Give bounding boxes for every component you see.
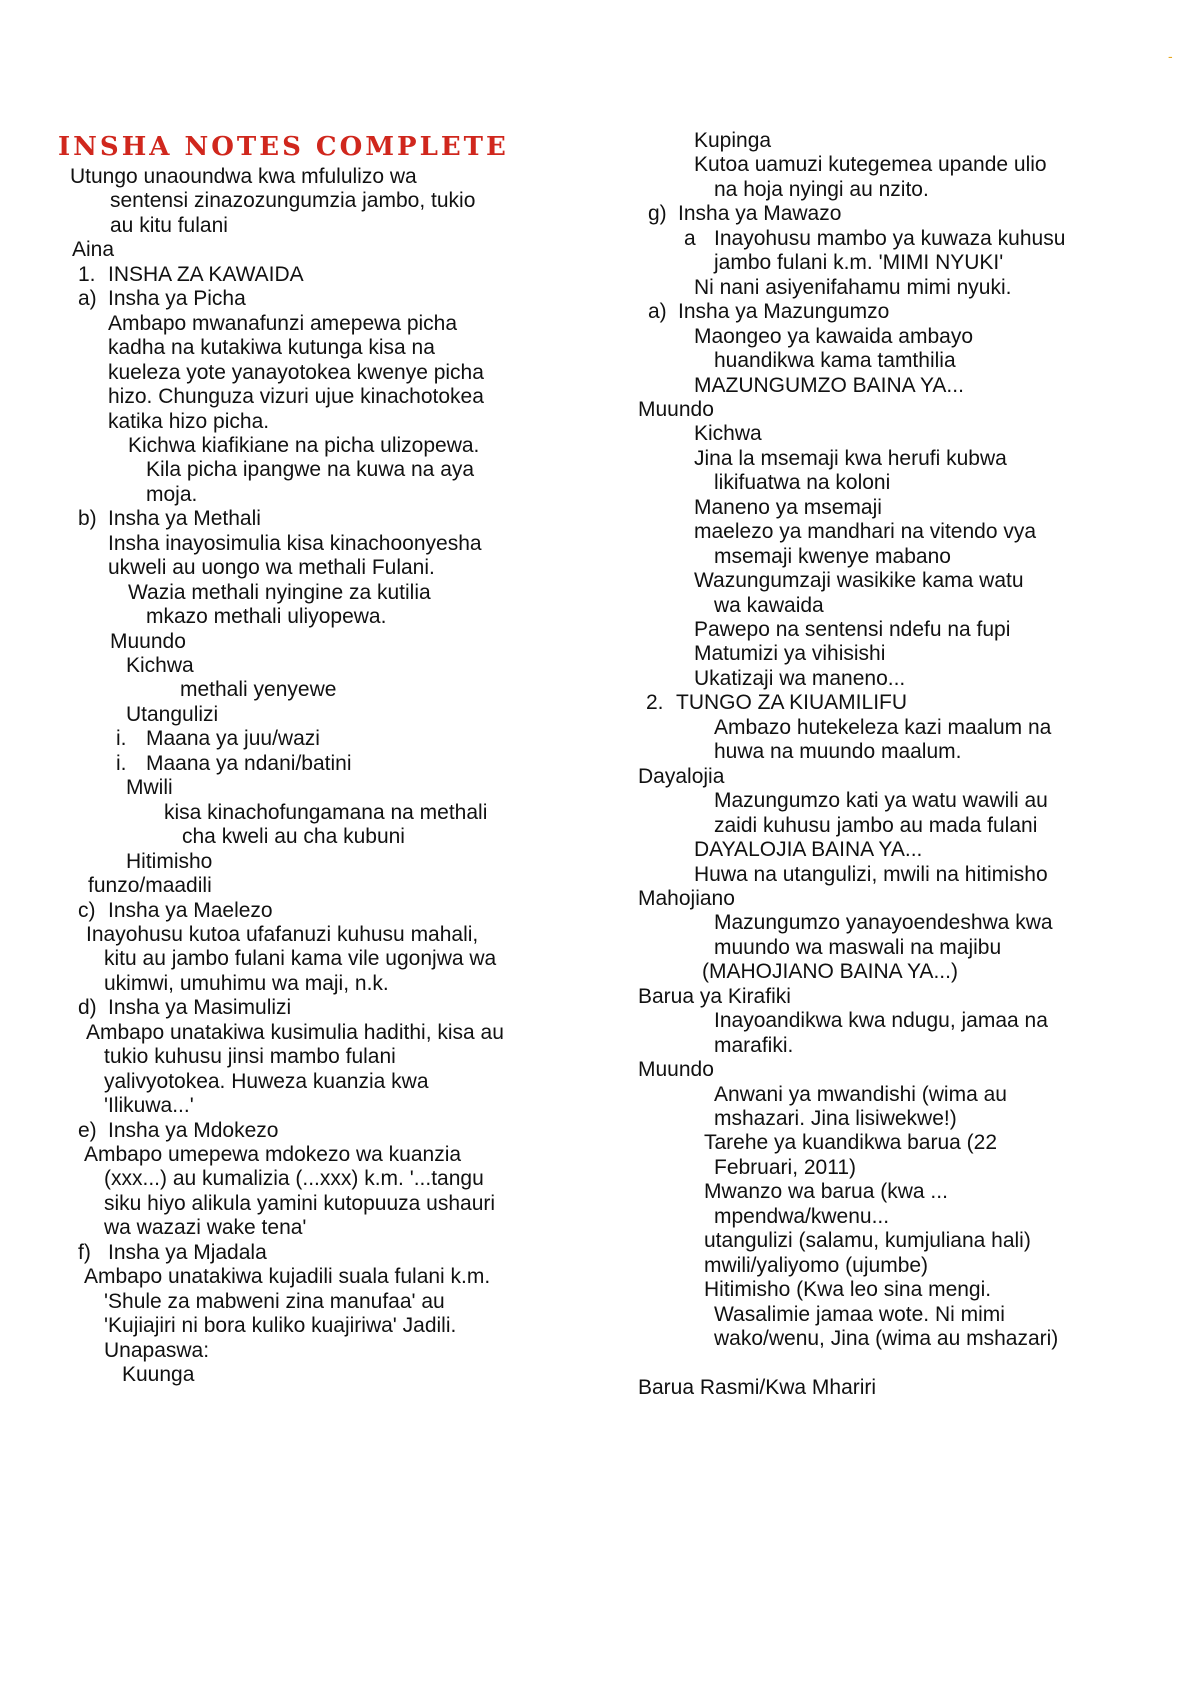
line-text: Mazungumzo yanayoendeshwa kwa: [714, 911, 1053, 935]
line-text: Mwili: [126, 776, 173, 800]
line-text: au kitu fulani: [110, 213, 228, 237]
line-text: Insha inayosimulia kisa kinachoonyesha: [108, 531, 482, 555]
line-text: jambo fulani k.m. 'MIMI NYUKI': [714, 251, 1004, 275]
line-text: Dayalojia: [638, 764, 725, 788]
line-text: Wazungumzaji wasikike kama watu: [694, 569, 1024, 593]
list-marker: f): [78, 1240, 91, 1264]
line-text: 'Ilikuwa...': [104, 1094, 194, 1118]
line-text: Ambapo unatakiwa kusimulia hadithi, kisa au: [86, 1020, 504, 1044]
list-marker: a): [78, 287, 97, 311]
line-text: huandikwa kama tamthilia: [714, 349, 956, 373]
line-text: wa wazazi wake tena': [104, 1216, 307, 1240]
line-text: Mazungumzo kati ya watu wawili au: [714, 789, 1048, 813]
line-text: MAZUNGUMZO BAINA YA...: [694, 373, 964, 397]
line-text: Muundo: [110, 629, 186, 653]
list-marker: 1.: [78, 262, 96, 286]
list-marker: a): [648, 300, 667, 324]
line-text: na hoja nyingi au nzito.: [714, 177, 929, 201]
list-marker: d): [78, 996, 97, 1020]
line-text: Insha ya Masimulizi: [108, 996, 292, 1020]
line-text: yalivyotokea. Huweza kuanzia kwa: [104, 1069, 429, 1093]
list-marker: c): [78, 898, 96, 922]
line-text: Ambapo unatakiwa kujadili suala fulani k.m.: [84, 1265, 491, 1289]
list-marker: e): [78, 1118, 97, 1142]
line-text: kitu au jambo fulani kama vile ugonjwa wa: [104, 947, 497, 971]
line-text: Aina: [72, 238, 115, 262]
line-text: Unapaswa:: [104, 1338, 210, 1362]
line-text: siku hiyo alikula yamini kutopuuza ushauri: [104, 1191, 496, 1215]
line-text: Inayohusu mambo ya kuwaza kuhusu: [714, 226, 1066, 250]
line-text: wako/wenu, Jina (wima au mshazari): [714, 1327, 1059, 1351]
line-text: Mahojiano: [638, 886, 735, 910]
line-text: moja.: [146, 482, 198, 506]
line-text: Pawepo na sentensi ndefu na fupi: [694, 618, 1011, 641]
line-text: Wazia methali nyingine za kutilia: [128, 580, 431, 604]
line-text: Maana ya juu/wazi: [146, 727, 320, 751]
line-text: (xxx...) au kumalizia (...xxx) k.m. '...tangu: [104, 1167, 484, 1191]
line-text: Kila picha ipangwe na kuwa na aya: [146, 458, 475, 482]
line-text: Hitimisho (Kwa leo sina mengi.: [704, 1278, 992, 1302]
line-text: Muundo: [638, 397, 714, 421]
line-text: huwa na muundo maalum.: [714, 740, 962, 764]
list-marker: 2.: [646, 691, 664, 715]
line-text: Insha ya Mawazo: [678, 202, 842, 226]
line-text: zaidi kuhusu jambo au mada fulani: [714, 813, 1038, 837]
line-text: mkazo methali uliyopewa.: [146, 605, 387, 629]
line-text: Inayohusu kutoa ufafanuzi kuhusu mahali,: [86, 922, 479, 946]
line-text: Wasalimie jamaa wote. Ni mimi: [714, 1302, 1005, 1326]
line-text: Kupinga: [694, 129, 772, 152]
line-text: ukweli au uongo wa methali Fulani.: [108, 556, 435, 580]
line-text: Kichwa: [694, 422, 762, 446]
line-text: funzo/maadili: [88, 874, 212, 898]
line-text: Kuunga: [122, 1363, 195, 1387]
line-text: Maneno ya msemaji: [694, 495, 882, 519]
line-text: Maana ya ndani/batini: [146, 751, 352, 775]
line-text: Insha ya Methali: [108, 507, 261, 531]
line-text: DAYALOJIA BAINA YA...: [694, 838, 923, 862]
line-text: likifuatwa na koloni: [714, 471, 891, 495]
line-text: Anwani ya mwandishi (wima au: [714, 1082, 1007, 1106]
corner-mark: -: [1168, 48, 1173, 64]
line-text: kisa kinachofungamana na methali: [164, 800, 488, 824]
line-text: Matumizi ya vihisishi: [694, 642, 886, 666]
line-text: utangulizi (salamu, kumjuliana hali): [704, 1229, 1031, 1253]
line-text: katika hizo picha.: [108, 409, 270, 433]
line-text: Tarehe ya kuandikwa barua (22: [704, 1131, 998, 1155]
line-text: 'Kujiajiri ni bora kuliko kuajiriwa' Jadili.: [104, 1314, 457, 1338]
line-text: methali yenyewe: [180, 678, 337, 702]
line-text: cha kweli au cha kubuni: [182, 825, 405, 849]
line-text: 'Shule za mabweni zina manufaa' au: [104, 1289, 445, 1313]
line-text: Kichwa: [126, 654, 194, 677]
line-text: wa kawaida: [714, 593, 824, 617]
line-text: Jina la msemaji kwa herufi kubwa: [694, 446, 1007, 470]
line-text: muundo wa maswali na majibu: [714, 935, 1002, 959]
line-text: Inayoandikwa kwa ndugu, jamaa na: [714, 1009, 1048, 1033]
line-text: hizo. Chunguza vizuri ujue kinachotokea: [108, 385, 484, 409]
line-text: Ni nani asiyenifahamu mimi nyuki.: [694, 275, 1012, 299]
page-title: INSHA NOTES COMPLETE: [58, 132, 509, 162]
line-text: mshazari. Jina lisiwekwe!): [714, 1107, 957, 1130]
line-text: kueleza yote yanayotokea kwenye picha: [108, 360, 484, 384]
line-text: sentensi zinazozungumzia jambo, tukio: [110, 189, 476, 213]
line-text: Kutoa uamuzi kutegemea upande ulio: [694, 153, 1047, 177]
line-text: Insha ya Picha: [108, 287, 246, 311]
list-marker: i.: [116, 727, 127, 751]
list-marker: b): [78, 507, 97, 531]
line-text: maelezo ya mandhari na vitendo vya: [694, 520, 1037, 544]
line-text: Hitimisho: [126, 849, 213, 873]
line-text: (MAHOJIANO BAINA YA...): [702, 960, 958, 984]
list-marker: a: [684, 226, 696, 250]
line-text: Barua ya Kirafiki: [638, 984, 791, 1008]
line-text: Insha ya Mazungumzo: [678, 300, 890, 324]
line-text: Insha ya Mjadala: [108, 1240, 267, 1264]
line-text: tukio kuhusu jinsi mambo fulani: [104, 1045, 396, 1069]
line-text: Ambazo hutekeleza kazi maalum na: [714, 715, 1052, 739]
line-text: Maongeo ya kawaida ambayo: [694, 324, 974, 348]
line-text: TUNGO ZA KIUAMILIFU: [676, 691, 908, 715]
line-text: Kichwa kiafikiane na picha ulizopewa.: [128, 433, 480, 457]
line-text: Muundo: [638, 1058, 714, 1082]
line-text: msemaji kwenye mabano: [714, 544, 951, 568]
line-text: Utungo unaoundwa kwa mfululizo wa: [70, 165, 417, 188]
line-text: Ukatizaji wa maneno...: [694, 666, 906, 690]
list-marker: g): [648, 202, 667, 226]
line-text: Utangulizi: [126, 702, 219, 726]
line-text: Februari, 2011): [714, 1155, 857, 1179]
line-text: Huwa na utangulizi, mwili na hitimisho: [694, 862, 1048, 886]
line-text: Insha ya Mdokezo: [108, 1118, 279, 1142]
list-marker: i.: [116, 751, 127, 775]
line-text: ukimwi, umuhimu wa maji, n.k.: [104, 971, 389, 995]
line-text: INSHA ZA KAWAIDA: [108, 262, 304, 286]
line-text: kadha na kutakiwa kutunga kisa na: [108, 336, 435, 360]
line-text: Ambapo mwanafunzi amepewa picha: [108, 311, 458, 335]
line-text: Insha ya Maelezo: [108, 898, 273, 922]
line-text: marafiki.: [714, 1033, 794, 1057]
line-text: mwili/yaliyomo (ujumbe): [704, 1253, 929, 1277]
line-text: Mwanzo wa barua (kwa ...: [704, 1180, 948, 1204]
line-text: Barua Rasmi/Kwa Mhariri: [638, 1375, 877, 1399]
line-text: mpendwa/kwenu...: [714, 1204, 890, 1228]
line-text: Ambapo umepewa mdokezo wa kuanzia: [84, 1143, 462, 1166]
